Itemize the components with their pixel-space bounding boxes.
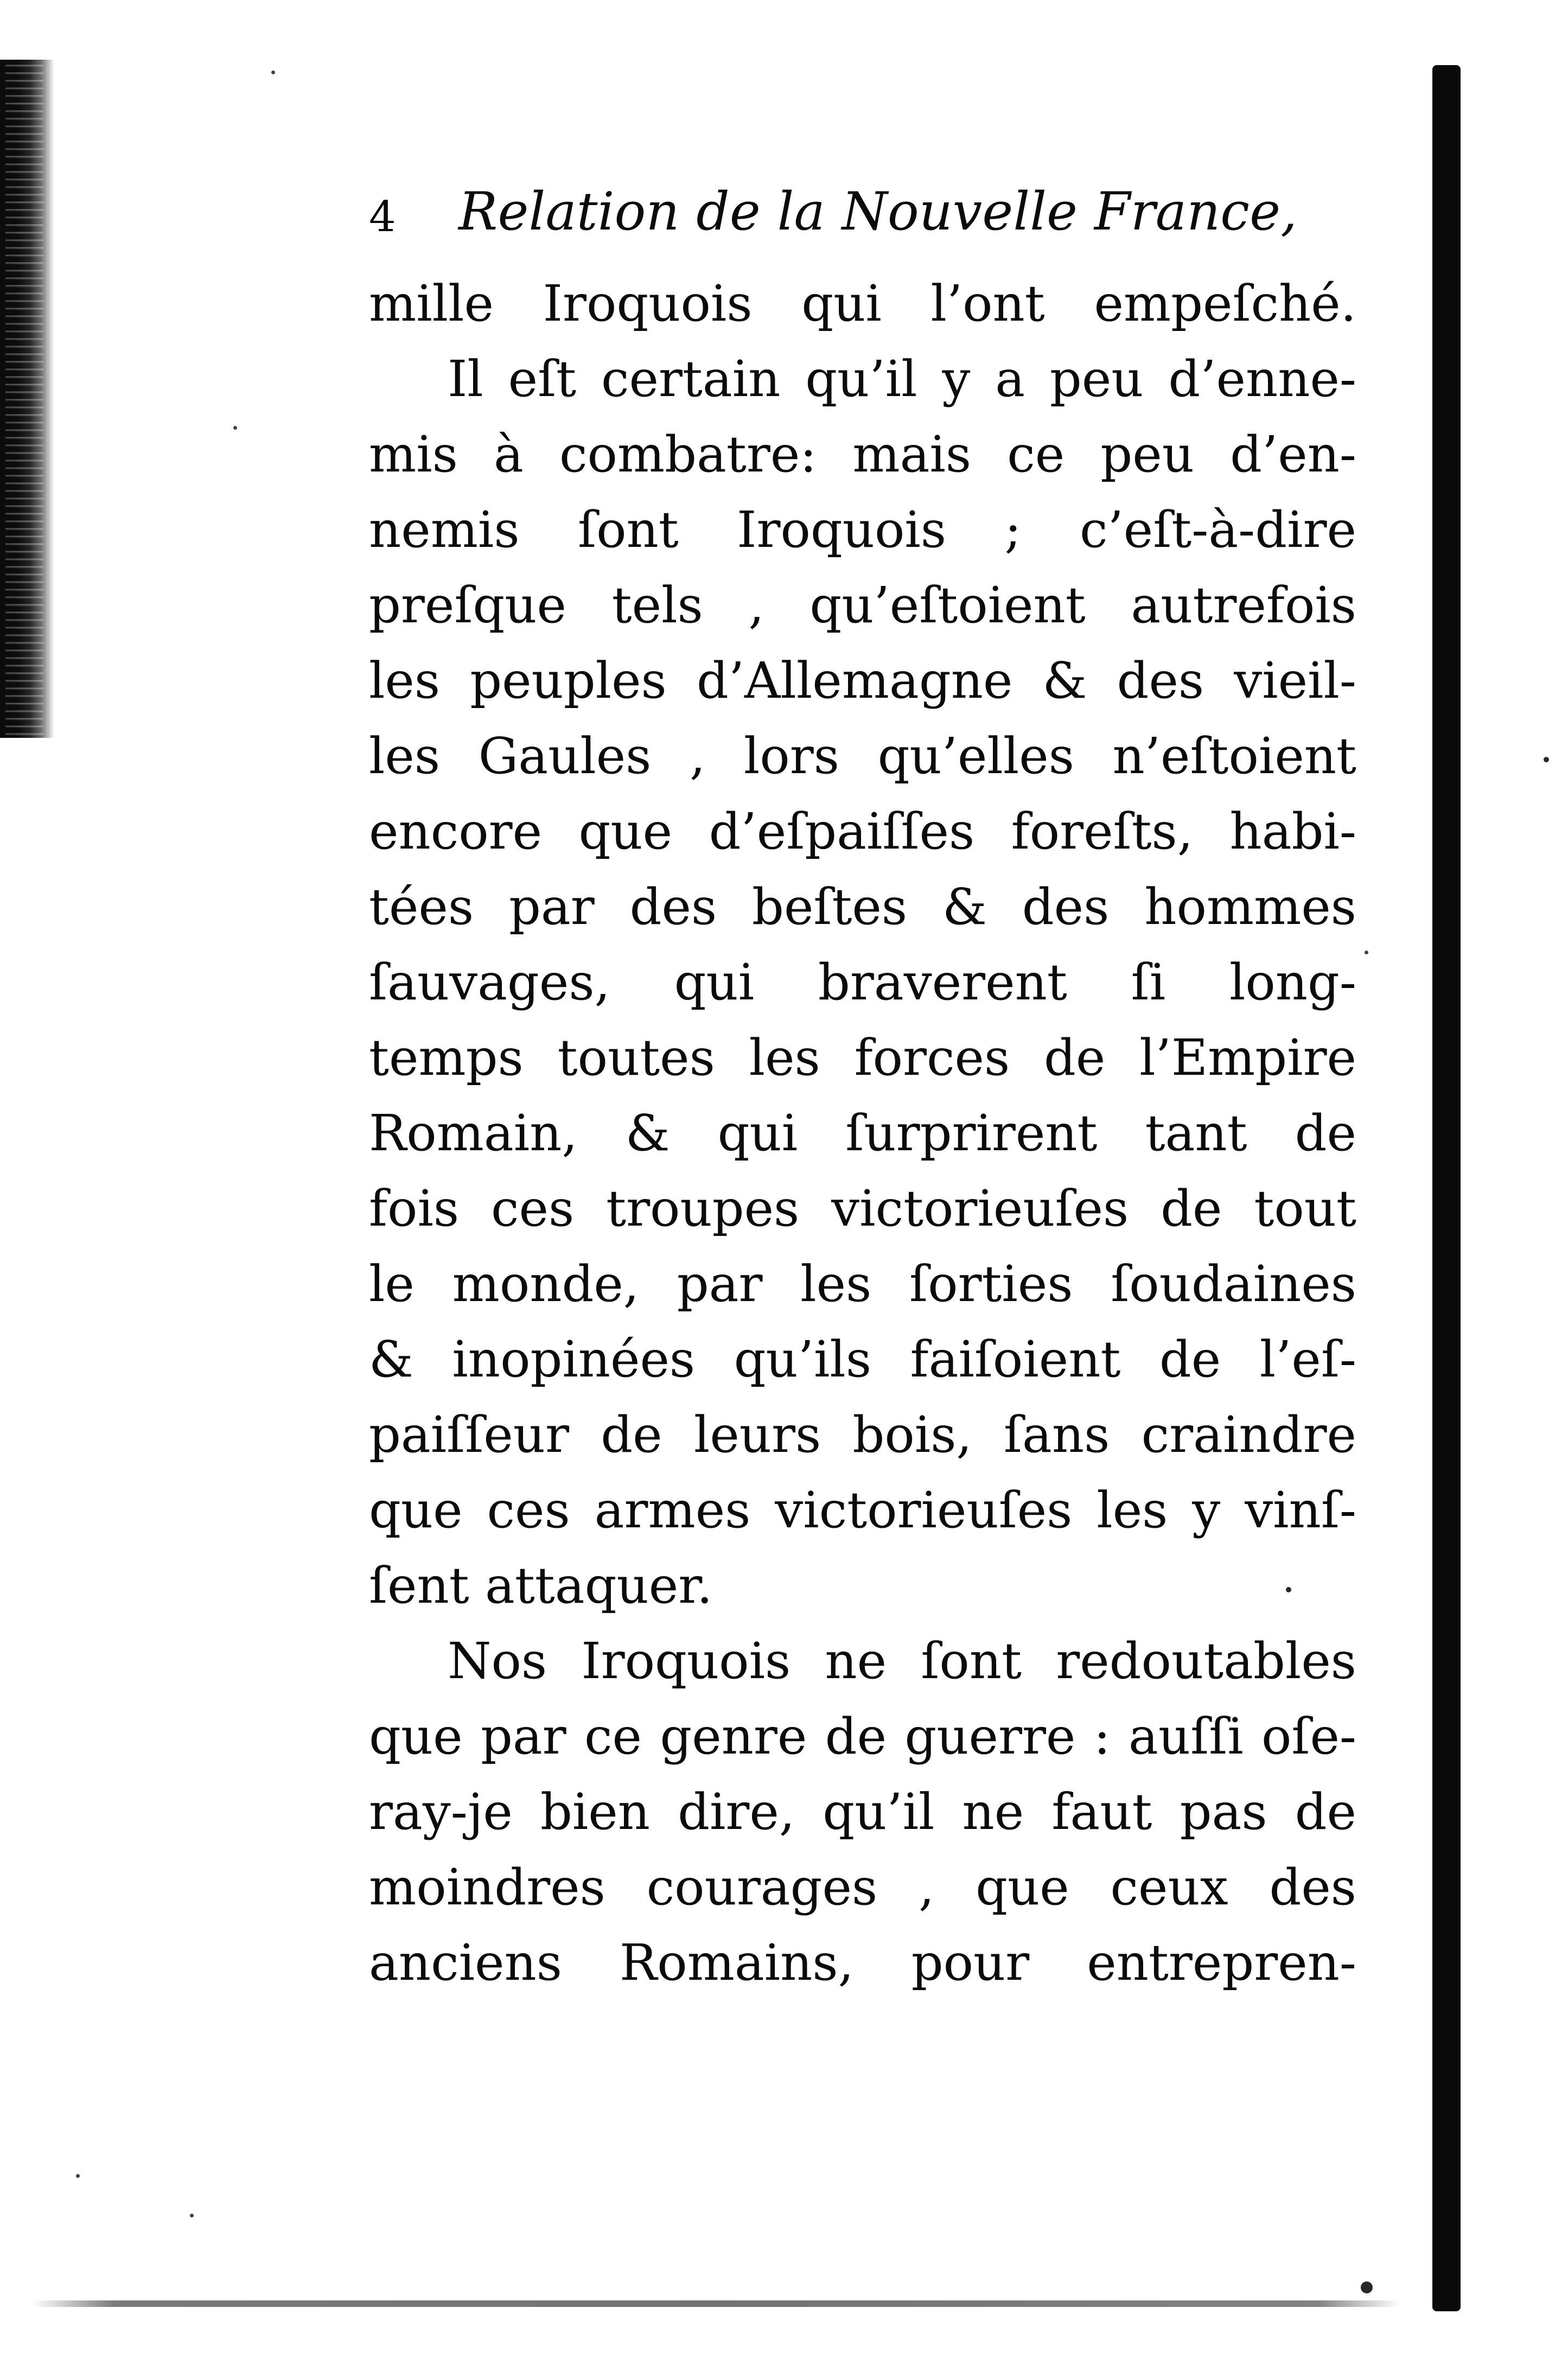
text-line: le monde, par les ſorties ſoudaines [369, 1255, 1356, 1313]
page-header [369, 179, 1400, 271]
text-line: preſque tels , qu’eſtoient autrefois [369, 576, 1356, 634]
text-line: les peuples d’Allemagne & des vieil- [369, 652, 1356, 710]
scan-speck [190, 2214, 194, 2217]
text-line: tées par des beſtes & des hommes [369, 878, 1356, 936]
text-line: & inopinées qu’ils faiſoient de l’eſ- [369, 1330, 1356, 1388]
running-title: Relation de la Nouvelle France, [458, 181, 1297, 242]
text-line: ſauvages, qui braverent ſi long- [369, 953, 1356, 1011]
text-line: que ces armes victorieuſes les y vinſ- [369, 1481, 1356, 1539]
left-page-edge [0, 60, 54, 738]
scan-speck [1361, 2281, 1373, 2293]
text-line: ray-je bien dire, qu’il ne faut pas de [369, 1783, 1356, 1841]
text-line: Nos Iroquois ne ſont redoutables [448, 1632, 1356, 1690]
text-line: encore que d’eſpaiſſes foreſts, habi- [369, 802, 1356, 860]
text-line: nemis ſont Iroquois ; c’eſt-à-dire [369, 501, 1356, 559]
page-number: 4 [369, 193, 396, 241]
text-line: mis à combatre: mais ce peu d’en- [369, 425, 1356, 483]
text-line: moindres courages , que ceux des [369, 1858, 1356, 1916]
right-binding-border [1432, 65, 1461, 2311]
scan-speck [271, 71, 275, 74]
text-line: ſent attaquer. [369, 1557, 713, 1615]
body-text [369, 266, 1356, 2056]
scan-speck [1365, 951, 1368, 954]
text-line: que par ce genre de guerre : auſſi oſe- [369, 1707, 1356, 1765]
bottom-rule [33, 2300, 1400, 2307]
text-line: fois ces troupes victorieuſes de tout [369, 1180, 1356, 1238]
scan-speck [1544, 757, 1549, 762]
scan-speck [76, 2174, 80, 2178]
text-line: les Gaules , lors qu’elles n’eſtoient [369, 727, 1356, 785]
text-line: mille Iroquois qui l’ont empeſché. [369, 275, 1356, 333]
scan-speck [233, 426, 237, 430]
text-line: temps toutes les forces de l’Empire [369, 1029, 1356, 1087]
text-line: anciens Romains, pour entrepren- [369, 1934, 1356, 1992]
text-line: Romain, & qui ſurprirent tant de [369, 1104, 1356, 1162]
text-line: paiſſeur de leurs bois, ſans craindre [369, 1406, 1356, 1464]
text-line: Il eſt certain qu’il y a peu d’enne- [448, 350, 1356, 408]
